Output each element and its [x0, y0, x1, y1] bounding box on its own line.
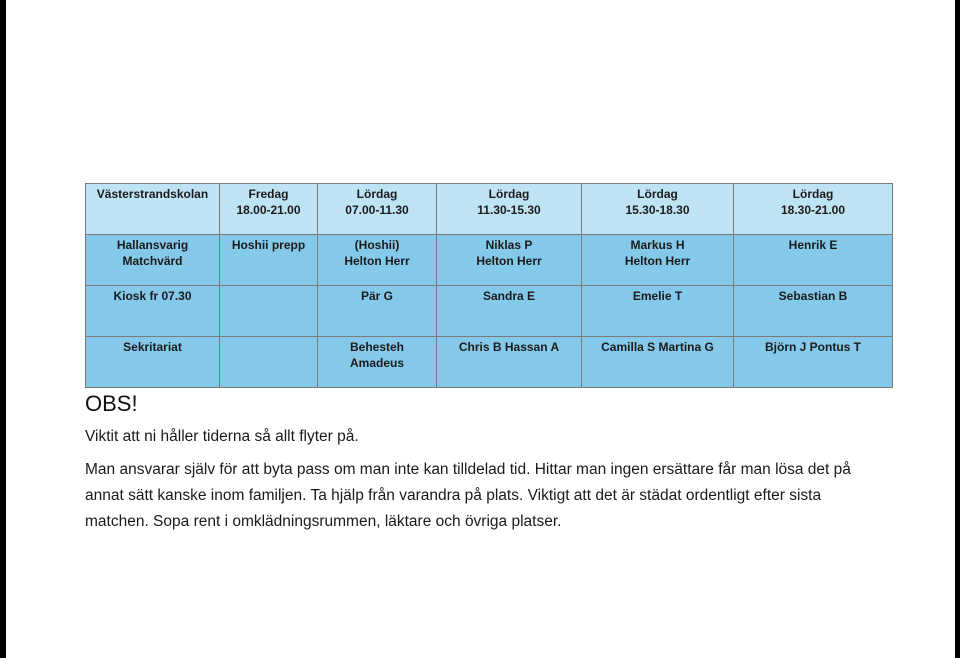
table-cell [437, 184, 582, 235]
cell-text: Lördag [792, 187, 834, 201]
table-cell [318, 337, 437, 388]
document-page [6, 0, 955, 658]
cell-text: 18.30-21.00 [780, 203, 846, 217]
table-cell [437, 235, 582, 286]
cell-text: Lördag [356, 187, 398, 201]
table-cell [582, 337, 734, 388]
table-cell [318, 235, 437, 286]
cell-text: Fredag [248, 187, 289, 201]
cell-text: 07.00-11.30 [345, 203, 409, 217]
table-cell [734, 337, 893, 388]
cell-text: (Hoshii) [354, 238, 400, 252]
cell-text: Behesteh [349, 340, 405, 354]
cell-text: Lördag [488, 187, 530, 201]
cell-text: Västerstrandskolan [96, 187, 209, 201]
table-cell [734, 235, 893, 286]
table-cell [734, 184, 893, 235]
cell-text: Amadeus [349, 356, 405, 370]
table-cell [734, 286, 893, 337]
cell-text: Sandra E [482, 289, 536, 303]
cell-text: Camilla S Martina G [601, 340, 714, 354]
table-cell [220, 286, 318, 337]
note-paragraph-2: Man ansvarar själv för att byta pass om man inte kan tilldelad tid. Hittar man ingen ersättare får man lösa det på annat sätt kanske inom familjen. Ta hjälp från varandra på plats. Viktigt att det är städat ordentligt efter sista matchen. Sopa rent i omklädningsrummen, läktare och övriga platser. [85, 461, 851, 530]
cell-text: Sebastian B [778, 289, 848, 303]
cell-text: Helton Herr [476, 254, 542, 268]
table-header-row [86, 184, 893, 235]
table-cell [582, 235, 734, 286]
table-row [86, 337, 893, 388]
cell-text: Matchvärd [122, 254, 183, 268]
cell-text: Sekritariat [123, 340, 182, 354]
cell-text: 15.30-18.30 [625, 203, 690, 217]
cell-text: Lördag [637, 187, 678, 201]
table-cell [437, 337, 582, 388]
cell-text: Chris B Hassan A [458, 340, 560, 354]
table-cell [86, 286, 220, 337]
table-cell [437, 286, 582, 337]
table-row [86, 286, 893, 337]
table-cell [318, 184, 437, 235]
cell-text: Emelie T [632, 289, 683, 303]
cell-text: Hoshii prepp [231, 238, 306, 252]
table-cell [220, 235, 318, 286]
cell-text: Henrik E [788, 238, 838, 252]
table-cell [86, 184, 220, 235]
cell-text: Björn J Pontus T [765, 340, 861, 354]
cell-text: Niklas P [485, 238, 533, 252]
table-cell [220, 184, 318, 235]
obs-heading: OBS! [85, 391, 138, 416]
table-cell [318, 286, 437, 337]
schedule-table [85, 183, 893, 388]
cell-text: 18.00-21.00 [236, 203, 301, 217]
table-cell [582, 184, 734, 235]
table-cell [220, 337, 318, 388]
cell-text: Helton Herr [624, 254, 691, 268]
table-cell [582, 286, 734, 337]
cell-text: Helton Herr [344, 254, 410, 268]
cell-text: 11.30-15.30 [477, 203, 541, 217]
note-paragraph-1: Viktit att ni håller tiderna så allt flyter på. [85, 428, 359, 445]
table-cell [86, 337, 220, 388]
cell-text: Pär G [360, 289, 393, 303]
table-cell [86, 235, 220, 286]
cell-text: Kiosk fr 07.30 [113, 289, 192, 303]
cell-text: Hallansvarig [116, 238, 189, 252]
table-row [86, 235, 893, 286]
cell-text: Markus H [630, 238, 685, 252]
